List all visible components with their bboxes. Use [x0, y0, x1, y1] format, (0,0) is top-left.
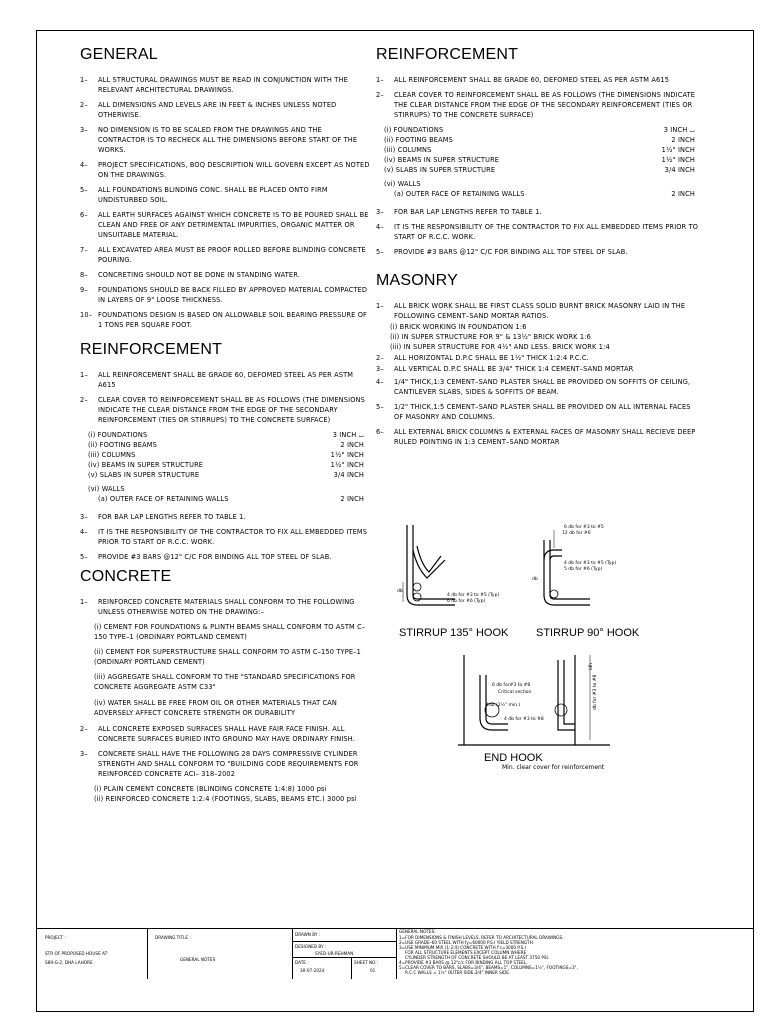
tb-project-label: PROJECT :	[45, 935, 66, 940]
stirrup-135-caption: STIRRUP 135° HOOK	[399, 627, 509, 639]
masonry-item-2: 2– ALL HORIZONTAL D.P.C SHALL BE 1½" THICK 1:2:4 P.C.C.	[376, 354, 589, 362]
general-list	[80, 75, 370, 330]
cover-row: (i) FOUNDATIONS 3 INCH ⌴	[384, 126, 695, 134]
masonry-item-4: 4– 1/4" THICK,1:3 CEMENT–SAND PLASTER SHALL BE PROVIDED ON SOFFITS OF CEILING, CANTILEVER SLABS, SIDES & SOFFITS OF BEAM.	[376, 378, 691, 396]
cover-row: (iii) COLUMNS 1½" INCH	[384, 146, 695, 154]
general-item: 4– PROJECT SPECIFICATIONS, BOQ DESCRIPTION WILL GOVERN EXCEPT AS NOTED ON THE DRAWINGS.	[80, 161, 370, 179]
general-heading: GENERAL	[80, 46, 158, 63]
concrete-strength-1: (i) PLAIN CEMENT CONCRETE (BLINDING CONCRETE 1:4:8) 1000 psi	[94, 785, 327, 793]
reinf-item-5: 5– PROVIDE #3 BARS @12" C/C FOR BINDING ALL TOP STEEL OF SLAB.	[80, 553, 332, 561]
cover-row: (v) SLABS IN SUPER STRUCTURE 3/4 INCH	[384, 166, 695, 174]
reinf-r-item-4: 4– IT IS THE RESPONSIBILITY OF THE CONTRACTOR TO FIX ALL EMBEDDED ITEMS PRIOR TO START OF R.C.C. WORK.	[376, 223, 699, 241]
masonry-item-1: 1– ALL BRICK WORK SHALL BE FIRST CLASS SOLID BURNT BRICK MASONRY LAID IN THE FOLLOWING CEMENT–SAND MORTAR RATIOS.	[376, 302, 686, 320]
cover-list	[80, 430, 370, 480]
right-column	[376, 45, 701, 452]
reinforcement-heading-left: REINFORCEMENT	[80, 341, 223, 358]
general-item: 10– FOUNDATIONS DESIGN IS BASED ON ALLOWABLE SOIL BEARING PRESSURE OF 1 TONS PER SQUARE FOOT.	[80, 311, 367, 329]
tb-note-6: 4=PROVIDE #3 BARS @ 12"c/c FOR BINDING ALL TOP STEEL.	[399, 960, 528, 965]
s135-note-b: 6 db for #6 (Typ)	[447, 599, 486, 604]
concrete-item-2: 2– ALL CONCRETE EXPOSED SURFACES SHALL HAVE FAIR FACE FINISH. ALL CONCRETE SURFACES BURIED INTO GROUND MAY HAVE ORDINARY FINISH.	[80, 725, 356, 743]
masonry-item-5: 5– 1/2" THICK,1:5 CEMENT–SAND PLASTER SHALL BE PROVIDED ON ALL INTERNAL FACES OF MASONRY AND COLUMNS.	[376, 403, 691, 421]
masonry-item-6: 6– ALL EXTERNAL BRICK COLUMNS & EXTERNAL FACES OF MASONRY SHALL RECIEVE DEEP RULED POINTING IN 1:3 CEMENT–SAND MORTAR	[376, 428, 696, 446]
general-item: 5– ALL FOUNDATIONS BLINDING CONC. SHALL BE PLACED ONTO FIRM UNDISTURBED SOIL.	[80, 186, 328, 204]
concrete-item-1: 1– REINFORCED CONCRETE MATERIALS SHALL CONFORM TO THE FOLLOWING UNLESS OTHERWISE NOTED ON THE DRAWING:–	[80, 598, 355, 616]
tb-note-8: R.C.C WALLS = 1½" OUTER SIDE,3/4" INNER SIDE.	[405, 970, 511, 975]
concrete-strength-2: (ii) REINFORCED CONCRETE 1:2:4 (FOOTINGS, SLABS, BEAMS ETC.) 3000 psi	[94, 795, 357, 803]
general-item: 7– ALL EXCAVATED AREA MUST BE PROOF ROLLED BEFORE BLINDING CONCRETE POURING.	[80, 246, 366, 264]
masonry-heading: MASONRY	[376, 272, 459, 289]
tb-note-1: 1=FOR DIMENSIONS & FINISH LEVELS, REFER TO ARCHITECTURAL DRAWINGS.	[399, 935, 564, 940]
stirrup-90-caption: STIRRUP 90° HOOK	[536, 627, 640, 639]
s90-note-b: 12 db for #6	[562, 531, 591, 536]
tb-drawn-by-label: DRAWN BY :	[295, 932, 321, 937]
end-hook-caption: END HOOK	[484, 752, 543, 764]
reinf-item-4: 4– IT IS THE RESPONSIBILITY OF THE CONTRACTOR TO FIX ALL EMBEDDED ITEMS PRIOR TO START OF R.C.C. WORK.	[80, 528, 368, 546]
s135-note-a: 4 db for #3 to #5 (Typ)	[447, 593, 500, 598]
cover-row: (iii) COLUMNS 1½" INCH	[88, 451, 364, 459]
title-block	[37, 928, 753, 979]
s90-db-label: db	[532, 577, 538, 582]
s90-note-d: 5 db for #6 (Typ)	[564, 567, 603, 572]
eh-note-b: Critical section	[498, 690, 532, 695]
reinf-r-item-1: 1– ALL REINFORCEMENT SHALL BE GRADE 60, DEFOMED STEEL AS PER ASTM A615	[376, 76, 670, 84]
general-item: 8– CONCRETING SHOULD NOT BE DONE IN STANDING WATER.	[80, 271, 300, 279]
tb-note-7: 5=CLEAR COVER TO BARS, SLABS=3/4", BEAMS=1", COLUMNS=1½", FOOTINGS=3",	[399, 965, 578, 970]
eh-note-f: ldh	[589, 663, 594, 670]
concrete-sub-iv: (iv) WATER SHALL BE FREE FROM OIL OR OTHER MATERIALS THAT CAN ADVERSELY AFFECT CONCRETE STRENGTH OR DURABILITY	[94, 699, 338, 717]
reinf-item-2: 2– CLEAR COVER TO REINFORCEMENT SHALL BE AS FOLLOWS (THE DIMENSIONS INDICATE THE CLEAR DISTANCE FROM THE EDGE OF THE SECONDARY REINFORCEMENT (TIES OR STIRRUPS) TO THE CONCRETE SURFACE)	[80, 396, 365, 424]
reinf-item-3: 3– FOR BAR LAP LENGTHS REFER TO TABLE 1.	[80, 513, 246, 521]
tb-date: 30-07-2024	[300, 968, 325, 973]
end-hook-cover-note: Min. clear cover for reinforcement	[502, 764, 605, 771]
end-hook-drawing	[450, 650, 620, 750]
general-item: 1– ALL STRUCTURAL DRAWINGS MUST BE READ IN CONJUNCTION WITH THE RELEVANT ARCHITECTURAL DRAWINGS.	[80, 76, 348, 94]
eh-note-c: 4 db for #3 to #8	[504, 717, 544, 722]
masonry-sub-1: (i) BRICK WORKING IN FOUNDATION 1:6	[390, 323, 527, 331]
masonry-item-3: 3– ALL VERTICAL D.P.C SHALL BE 3/4" THICK 1:4 CEMENT–SAND MORTAR	[376, 365, 634, 373]
concrete-sub-ii: (ii) CEMENT FOR SUPERSTRUCTURE SHALL CONFORM TO ASTM C–150 TYPE–1 (ORDINARY PORTLAND CEMENT)	[94, 648, 361, 666]
cover-row: (iv) BEAMS IN SUPER STRUCTURE 1½" INCH	[384, 156, 695, 164]
tb-note-2: 2=USE GRADE–60 STEEL WITH fy=60000 P.S.I YIELD STRENGTH.	[399, 940, 535, 945]
masonry-sub-2: (ii) IN SUPER STRUCTURE FOR 9" & 13½" BRICK WORK 1:6	[390, 333, 591, 341]
tb-notes-label: GENERAL NOTES:	[399, 929, 436, 934]
reinf-item-1: 1– ALL REINFORCEMENT SHALL BE GRADE 60, DEFOMED STEEL AS PER ASTM A615	[80, 371, 354, 389]
tb-drawing-title-label: DRAWING TITLE :	[155, 935, 191, 940]
tb-sheet-label: SHEET NO :	[354, 960, 379, 965]
reinf-r-item-5: 5– PROVIDE #3 BARS @12" C/C FOR BINDING ALL TOP STEEL OF SLAB.	[376, 248, 628, 256]
cover-list-right	[376, 125, 701, 175]
tb-drawing-title: GENERAL NOTES	[180, 957, 216, 962]
eh-note-g: db for #3 to #8	[593, 674, 598, 710]
reinf-r-item-2: 2– CLEAR COVER TO REINFORCEMENT SHALL BE AS FOLLOWS (THE DIMENSIONS INDICATE THE CLEAR DISTANCE FROM THE EDGE OF THE SECONDARY REINFORCEMENT (TIES OR STIRRUPS) TO THE CONCRETE SURFACE)	[376, 91, 696, 119]
stirrup-135-hook-drawing	[395, 520, 505, 620]
tb-note-3: 3=USE MINIMUM MIX (1:2:4) CONCRETE WITH f'c=3000 P.S.I	[399, 945, 526, 950]
tb-designed-by-label: DESIGNED BY :	[295, 944, 327, 949]
general-item: 3– NO DIMENSION IS TO BE SCALED FROM THE DRAWINGS AND THE CONTRACTOR IS TO RECHECK ALL THE DIMENSIONS BEFORE START OF THE WORKS.	[80, 126, 358, 154]
cover-walls-a: (a) OUTER FACE OF RETAINING WALLS 2 INCH	[98, 495, 364, 503]
s90-note-c: 4 db for #3 to #5 (Typ)	[564, 561, 617, 566]
concrete-item-3: 3– CONCRETE SHALL HAVE THE FOLLOWING 28 DAYS COMPRESSIVE CYLINDER STRENGTH AND SHALL CONFORM TO "BUILDING CODE REQUIREMENTS FOR REINFORCED CONCRETE ACI– 318–2002	[80, 750, 359, 778]
s135-db-label: db	[397, 589, 403, 594]
tb-date-label: DATE :	[295, 960, 309, 965]
eh-note-d: 4db (2½" min.)	[486, 703, 521, 708]
reinf-r-item-3: 3– FOR BAR LAP LENGTHS REFER TO TABLE 1.	[376, 208, 542, 216]
tb-project-2: S89-G-2, DHA LAHORE	[45, 960, 93, 965]
tb-designed-by: SYED-UR-REHMAN	[315, 951, 354, 956]
cover-row: (v) SLABS IN SUPER STRUCTURE 3/4 INCH	[88, 471, 364, 479]
cover-row: (iv) BEAMS IN SUPER STRUCTURE 1½" INCH	[88, 461, 364, 469]
cover-walls-right: (vi) WALLS	[384, 180, 421, 188]
tb-note-4: FOR ALL STRUCTURE ELEMENTS EXCEPT COLUMN WHERE	[405, 950, 527, 955]
general-item: 2– ALL DIMENSIONS AND LEVELS ARE IN FEET & INCHES UNLESS NOTED OTHERWISE.	[80, 101, 337, 119]
masonry-sub-3: (iii) IN SUPER STRUCTURE FOR 4½" AND LESS. BRICK WORK 1:4	[390, 343, 610, 351]
concrete-sub-iii: (iii) AGGREGATE SHALL CONFORM TO THE "STANDARD SPECIFICATIONS FOR CONCRETE AGGREGATE ASTM C33"	[94, 673, 356, 691]
tb-note-5: CYLINDER STRENGTH OF CONCRETE SHOULD BE AT LEAST 3750 PSI.	[405, 955, 550, 960]
cover-row: (ii) FOOTING BEAMS 2 INCH	[88, 441, 364, 449]
left-column	[80, 45, 370, 804]
cover-row: (ii) FOOTING BEAMS 2 INCH	[384, 136, 695, 144]
stirrup-90-hook-drawing	[530, 520, 640, 620]
concrete-sub-i: (i) CEMENT FOR FOUNDATIONS & PLINTH BEAMS SHALL CONFORM TO ASTM C–150 TYPE–1 (ORDINARY PORTLAND CEMENT)	[94, 623, 366, 641]
cover-walls-a-right: (a) OUTER FACE OF RETAINING WALLS 2 INCH	[394, 190, 695, 198]
general-item: 6– ALL EARTH SURFACES AGAINST WHICH CONCRETE IS TO BE POURED SHALL BE CLEAN AND FREE OF ANY DETRIMENTAL IMPURITIES, ORGANIC MATTER OR UNSUITABLE MATERIAL.	[80, 211, 369, 239]
cover-walls: (vi) WALLS	[88, 485, 125, 493]
reinforcement-heading-right: REINFORCEMENT	[376, 46, 519, 63]
cover-row: (i) FOUNDATIONS 3 INCH ⌴	[88, 431, 364, 439]
tb-sheet: 01	[370, 968, 376, 973]
s90-note-a: 6 db for #3 to #5	[564, 525, 604, 530]
eh-note-a: 6 db for#3 to #8	[492, 683, 531, 688]
tb-project-1: STR OF PROPOSED HOUSE AT:	[45, 951, 109, 956]
concrete-heading: CONCRETE	[80, 568, 172, 585]
general-item: 9– FOUNDATIONS SHOULD BE BACK FILLED BY APPROVED MATERIAL COMPACTED IN LAYERS OF 9" LOOSE THICKNESS.	[80, 286, 368, 304]
